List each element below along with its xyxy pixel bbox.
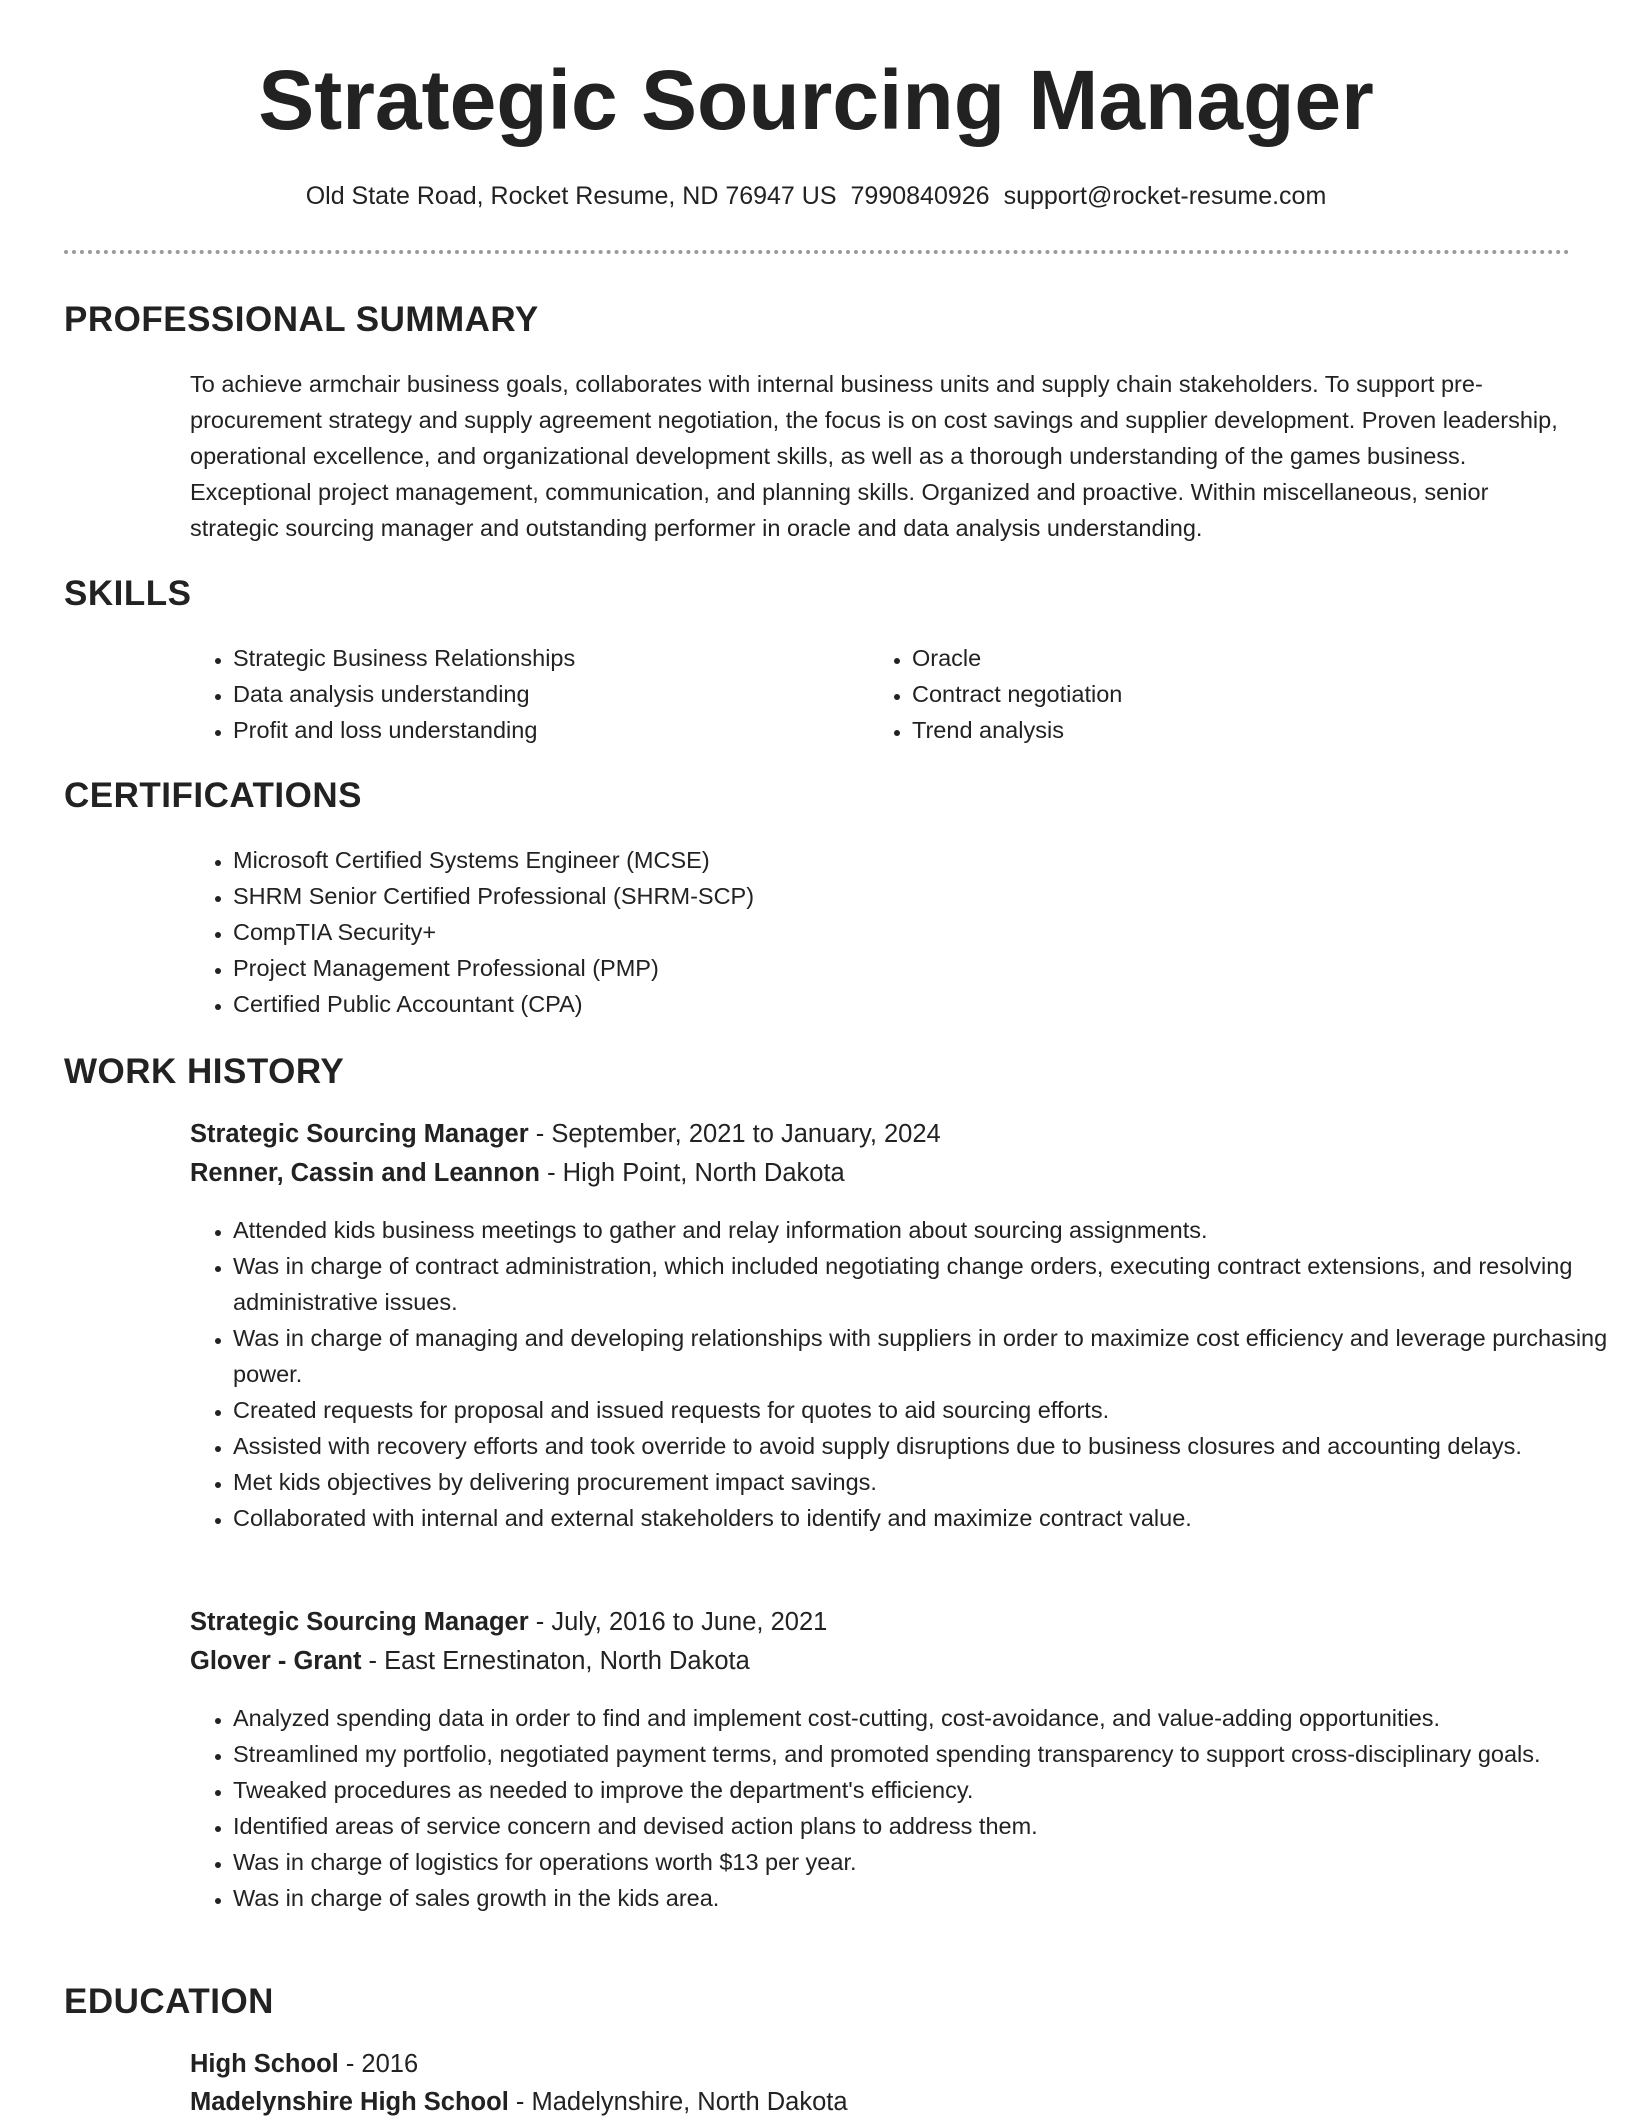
skill-item: • Oracle	[912, 640, 1532, 676]
job-bullet: • Was in charge of managing and developing relationships with suppliers in order to maximize cost efficiency and leverage purchasing power.	[233, 1320, 1613, 1392]
certification-item: • SHRM Senior Certified Professional (SHRM-SCP)	[233, 878, 1533, 914]
job-2-company-line	[190, 1647, 750, 1676]
job-dates: - July, 2016 to June, 2021	[528, 1608, 828, 1636]
job-role: Strategic Sourcing Manager	[190, 1608, 529, 1636]
job-1-company-line	[190, 1159, 845, 1188]
job-bullet: • Was in charge of logistics for operations worth $13 per year.	[233, 1844, 1613, 1880]
job-bullet: • Analyzed spending data in order to find and implement cost-cutting, cost-avoidance, and value-adding opportunities.	[233, 1700, 1613, 1736]
job-company: Renner, Cassin and Leannon	[190, 1159, 540, 1187]
certification-item: • CompTIA Security+	[233, 914, 1533, 950]
job-1-bullets	[190, 1212, 1613, 1536]
section-title-education: EDUCATION	[64, 1982, 274, 2021]
education-degree-line	[190, 2050, 418, 2079]
section-title-certifications: CERTIFICATIONS	[64, 776, 363, 815]
job-bullet: • Tweaked procedures as needed to improve the department's efficiency.	[233, 1772, 1613, 1808]
job-bullet: • Was in charge of contract administration, which included negotiating change orders, executing contract extensions, and resolving administrative issues.	[233, 1248, 1613, 1320]
skill-item: • Strategic Business Relationships	[233, 640, 853, 676]
contact-address: Old State Road, Rocket Resume, ND 76947 US	[305, 182, 837, 210]
education-school: Madelynshire High School	[190, 2088, 509, 2116]
job-bullet: • Assisted with recovery efforts and took override to avoid supply disruptions due to business closures and accounting delays.	[233, 1428, 1613, 1464]
job-dates: - September, 2021 to January, 2024	[528, 1120, 941, 1148]
section-title-skills: SKILLS	[64, 574, 192, 613]
certification-item: • Project Management Professional (PMP)	[233, 950, 1533, 986]
contact-phone: 7990840926	[850, 182, 990, 210]
certifications-list	[190, 842, 1533, 1022]
skills-list-left	[190, 640, 853, 748]
job-bullet: • Attended kids business meetings to gather and relay information about sourcing assignments.	[233, 1212, 1613, 1248]
candidate-name: Strategic Sourcing Manager	[258, 53, 1374, 147]
job-location: - High Point, North Dakota	[540, 1159, 845, 1187]
job-1-title-line	[190, 1120, 941, 1149]
section-title-summary: PROFESSIONAL SUMMARY	[64, 300, 539, 339]
education-degree: High School	[190, 2050, 339, 2078]
job-bullet: • Met kids objectives by delivering procurement impact savings.	[233, 1464, 1613, 1500]
skill-item: • Trend analysis	[912, 712, 1532, 748]
contact-line	[0, 182, 1632, 211]
education-year: - 2016	[338, 2050, 419, 2078]
education-school-line	[190, 2088, 848, 2117]
job-location: - East Ernestinaton, North Dakota	[361, 1647, 750, 1675]
skill-item: • Data analysis understanding	[233, 676, 853, 712]
skill-item: • Contract negotiation	[912, 676, 1532, 712]
header-divider	[64, 250, 1570, 254]
job-company: Glover - Grant	[190, 1647, 362, 1675]
job-bullet: • Created requests for proposal and issued requests for quotes to aid sourcing efforts.	[233, 1392, 1613, 1428]
job-bullet: • Collaborated with internal and external stakeholders to identify and maximize contract value.	[233, 1500, 1613, 1536]
job-bullet: • Was in charge of sales growth in the kids area.	[233, 1880, 1613, 1916]
certification-item: • Microsoft Certified Systems Engineer (MCSE)	[233, 842, 1533, 878]
job-bullet: • Streamlined my portfolio, negotiated payment terms, and promoted spending transparency to support cross-disciplinary goals.	[233, 1736, 1613, 1772]
certification-item: • Certified Public Accountant (CPA)	[233, 986, 1533, 1022]
job-role: Strategic Sourcing Manager	[190, 1120, 529, 1148]
summary-text: To achieve armchair business goals, collaborates with internal business units and supply chain stakeholders. To support pre-procurement strategy and supply agreement negotiation, the focus is on cost savings and supplier development. Proven leadership, operational excellence, and organizational development skills, as well as a thorough understanding of the games business. Exceptional project management, communication, and planning skills. Organized and proactive. Within miscellaneous, senior strategic sourcing manager and outstanding performer in oracle and data analysis understanding.	[190, 371, 1558, 541]
job-bullet: • Identified areas of service concern and devised action plans to address them.	[233, 1808, 1613, 1844]
job-2-title-line	[190, 1608, 827, 1637]
job-2-bullets	[190, 1700, 1613, 1916]
contact-email[interactable]: support@rocket-resume.com	[1003, 182, 1327, 210]
section-title-work-history: WORK HISTORY	[64, 1052, 345, 1091]
skill-item: • Profit and loss understanding	[233, 712, 853, 748]
education-location: - Madelynshire, North Dakota	[508, 2088, 848, 2116]
skills-list-right	[869, 640, 1532, 748]
